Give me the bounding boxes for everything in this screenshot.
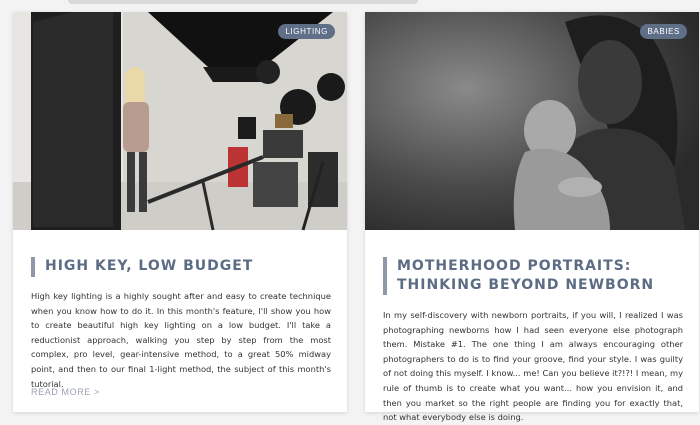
read-more-link[interactable]: READ MORE > xyxy=(31,387,100,397)
article-title-line-1[interactable]: MOTHERHOOD PORTRAITS: xyxy=(397,258,632,274)
article-photo-motherhood[interactable] xyxy=(365,12,699,230)
article-title-line-2[interactable]: THINKING BEYOND NEWBORN xyxy=(397,277,655,293)
article-photo-studio[interactable] xyxy=(13,12,347,230)
title-accent xyxy=(31,257,253,277)
article-card-babies[interactable] xyxy=(365,12,699,423)
category-badge[interactable]: LIGHTING xyxy=(278,24,335,39)
studio-photo-illustration xyxy=(13,12,347,230)
top-bar-edge xyxy=(68,0,418,4)
motherhood-photo-illustration xyxy=(365,12,699,230)
article-title[interactable]: HIGH KEY, LOW BUDGET xyxy=(45,258,254,274)
article-card-lighting[interactable] xyxy=(13,12,347,412)
article-excerpt: In my self-discovery with newborn portraits, if you will, I realized I was photographing newborns how I had seen everyone else photograph them. Mistake #1. The one thing I am always encouraging other photographers to do is to find your groove, find your style. I was guilty of not doing this myself. I know... me! Can you believe it?!?! I mean, my rule of thumb is to create what you want... how you envision it, and then you market so the right people are finding you for exactly that, not what everybody else is doing. xyxy=(383,310,683,423)
category-badge[interactable]: BABIES xyxy=(640,24,687,39)
article-excerpt: High key lighting is a highly sought after and easy to create technique when you know how to do it. In this month's feature, I'll show you how to create beautiful high key lighting on a low budget. I'll take a reductionist approach, walking you step by step from the most complex, pro level, gear-intensive method, to a great 50% midway point, and then to our final 1-light method, the subject of this month's tutorial. xyxy=(31,291,331,389)
title-accent xyxy=(383,257,654,295)
